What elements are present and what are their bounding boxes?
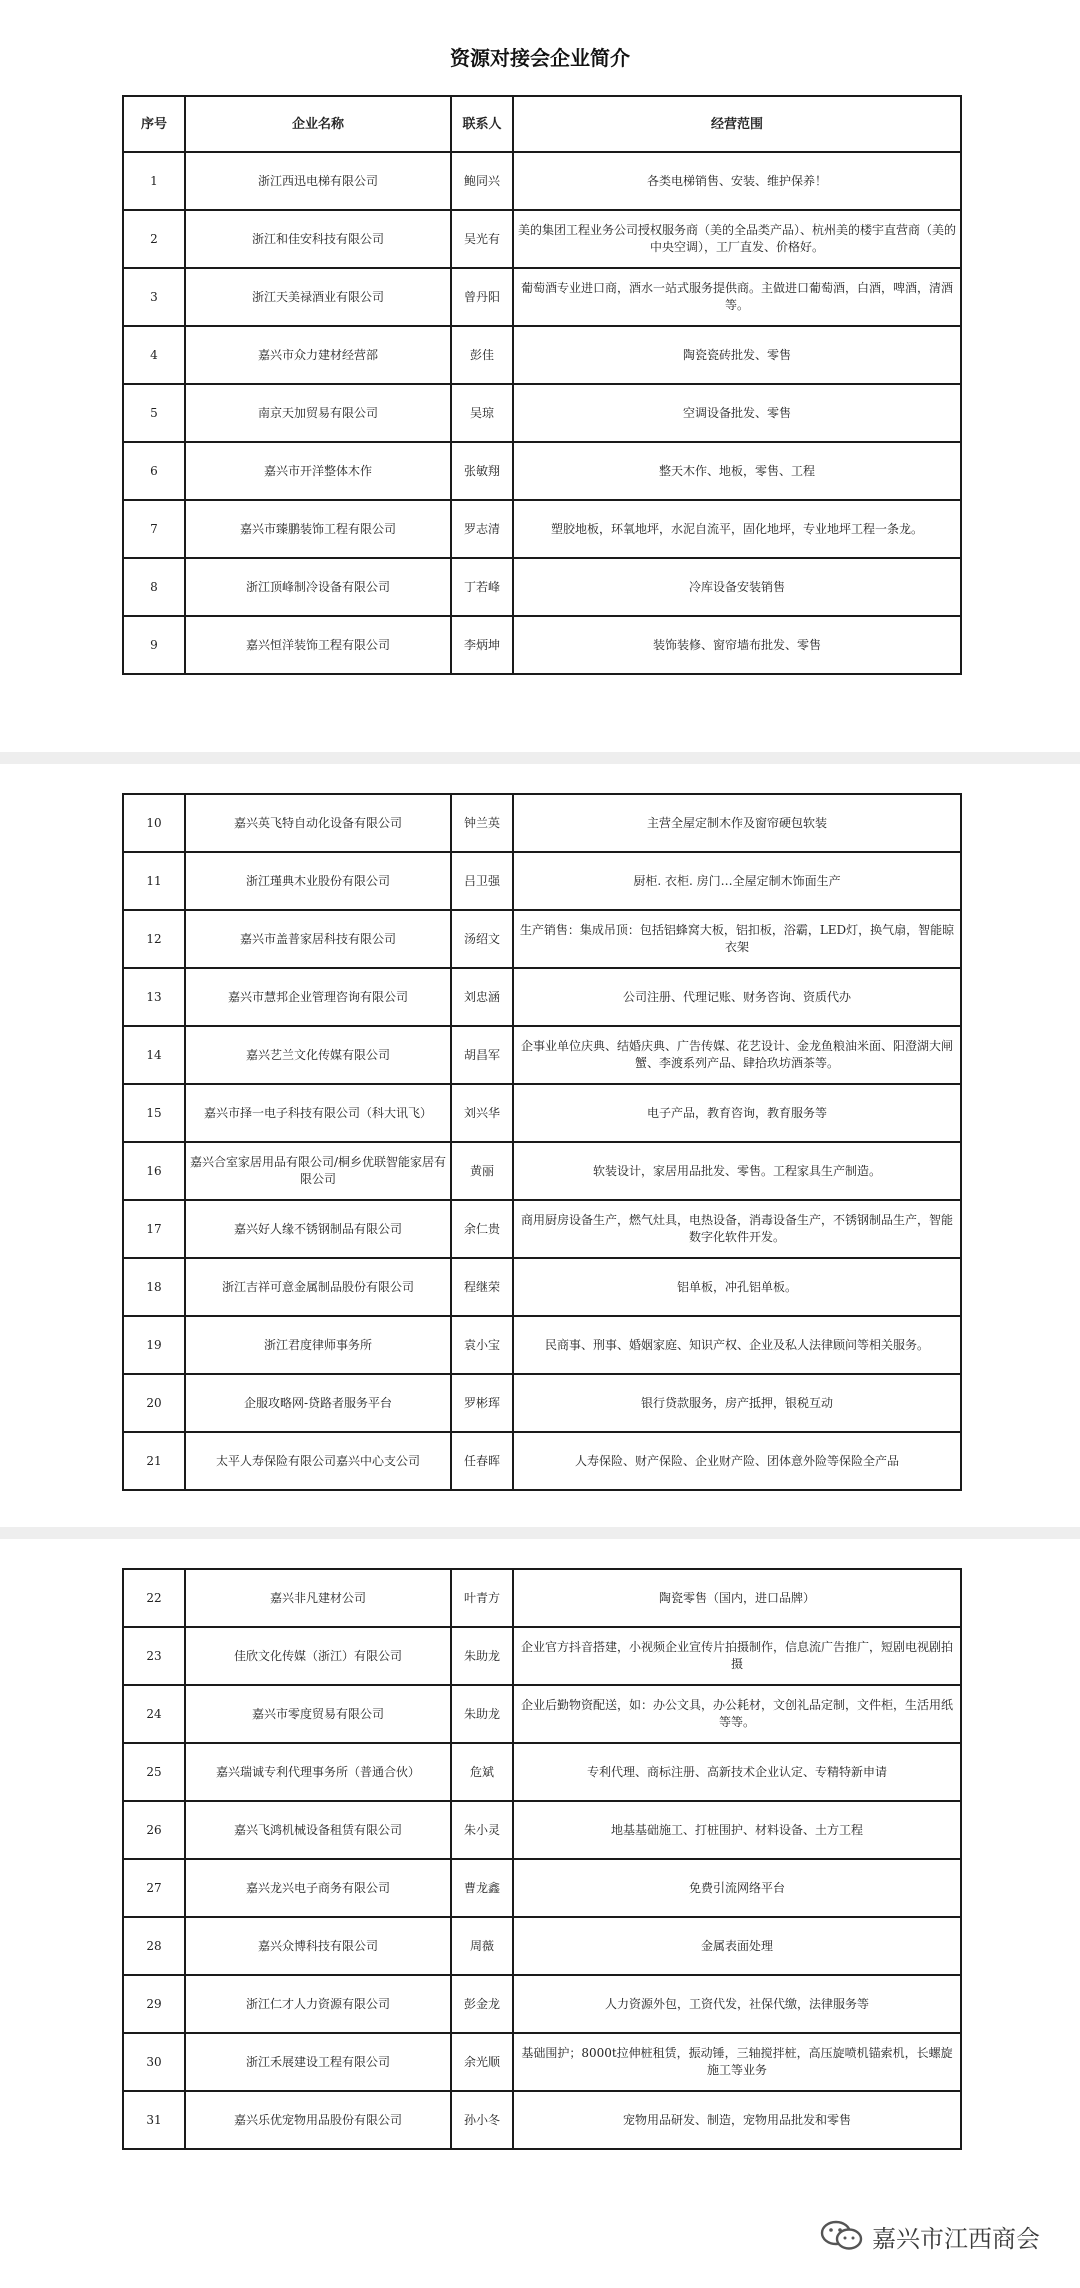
table-row bbox=[123, 210, 961, 268]
cell-company-name: 浙江天美禄酒业有限公司 bbox=[185, 268, 451, 326]
cell-company-name: 嘉兴龙兴电子商务有限公司 bbox=[185, 1859, 451, 1917]
cell-contact: 曾丹阳 bbox=[451, 268, 513, 326]
cell-company-name: 嘉兴市零度贸易有限公司 bbox=[185, 1685, 451, 1743]
cell-scope: 民商事、刑事、婚姻家庭、知识产权、企业及私人法律顾问等相关服务。 bbox=[513, 1316, 961, 1374]
cell-contact: 彭佳 bbox=[451, 326, 513, 384]
cell-company-name: 嘉兴市众力建材经营部 bbox=[185, 326, 451, 384]
cell-company-name: 嘉兴艺兰文化传媒有限公司 bbox=[185, 1026, 451, 1084]
cell-company-name: 嘉兴市盖普家居科技有限公司 bbox=[185, 910, 451, 968]
cell-contact: 刘忠涵 bbox=[451, 968, 513, 1026]
cell-scope: 整天木作、地板，零售、工程 bbox=[513, 442, 961, 500]
cell-no: 9 bbox=[123, 616, 185, 674]
cell-no: 21 bbox=[123, 1432, 185, 1490]
cell-no: 16 bbox=[123, 1142, 185, 1200]
table-row bbox=[123, 268, 961, 326]
cell-company-name: 浙江瑾典木业股份有限公司 bbox=[185, 852, 451, 910]
cell-contact: 张敏翔 bbox=[451, 442, 513, 500]
cell-scope: 铝单板，冲孔铝单板。 bbox=[513, 1258, 961, 1316]
cell-no: 11 bbox=[123, 852, 185, 910]
cell-no: 22 bbox=[123, 1569, 185, 1627]
cell-company-name: 嘉兴非凡建材公司 bbox=[185, 1569, 451, 1627]
table-row bbox=[123, 384, 961, 442]
table-row bbox=[123, 1917, 961, 1975]
cell-contact: 吕卫强 bbox=[451, 852, 513, 910]
cell-company-name: 太平人寿保险有限公司嘉兴中心支公司 bbox=[185, 1432, 451, 1490]
cell-scope: 宠物用品研发、制造，宠物用品批发和零售 bbox=[513, 2091, 961, 2149]
cell-scope: 陶瓷瓷砖批发、零售 bbox=[513, 326, 961, 384]
cell-contact: 李炳坤 bbox=[451, 616, 513, 674]
cell-contact: 吴光有 bbox=[451, 210, 513, 268]
cell-scope: 企事业单位庆典、结婚庆典、广告传媒、花艺设计、金龙鱼粮油米面、阳澄湖大闸蟹、李渡系列产品、肆拾玖坊酒茶等。 bbox=[513, 1026, 961, 1084]
cell-scope: 陶瓷零售（国内，进口品牌） bbox=[513, 1569, 961, 1627]
table-row bbox=[123, 1569, 961, 1627]
cell-company-name: 浙江和佳安科技有限公司 bbox=[185, 210, 451, 268]
cell-contact: 胡昌军 bbox=[451, 1026, 513, 1084]
header-scope: 经营范围 bbox=[513, 96, 961, 152]
watermark bbox=[820, 2216, 1040, 2256]
cell-contact: 朱助龙 bbox=[451, 1685, 513, 1743]
cell-no: 12 bbox=[123, 910, 185, 968]
cell-scope: 生产销售：集成吊顶：包括铝蜂窝大板，铝扣板，浴霸，LED灯，换气扇，智能晾衣架 bbox=[513, 910, 961, 968]
cell-scope: 塑胶地板，环氧地坪，水泥自流平，固化地坪，专业地坪工程一条龙。 bbox=[513, 500, 961, 558]
cell-scope: 主营全屋定制木作及窗帘硬包软装 bbox=[513, 794, 961, 852]
table-row bbox=[123, 1026, 961, 1084]
header-no: 序号 bbox=[123, 96, 185, 152]
cell-contact: 程继荣 bbox=[451, 1258, 513, 1316]
cell-no: 1 bbox=[123, 152, 185, 210]
header-name: 企业名称 bbox=[185, 96, 451, 152]
cell-contact: 彭金龙 bbox=[451, 1975, 513, 2033]
table-row bbox=[123, 500, 961, 558]
cell-no: 17 bbox=[123, 1200, 185, 1258]
company-table-section-3 bbox=[122, 1568, 962, 2150]
cell-contact: 鲍同兴 bbox=[451, 152, 513, 210]
table-row bbox=[123, 1432, 961, 1490]
cell-no: 7 bbox=[123, 500, 185, 558]
wechat-icon bbox=[820, 2219, 864, 2253]
cell-company-name: 企服攻略网-贷路者服务平台 bbox=[185, 1374, 451, 1432]
cell-scope: 电子产品，教育咨询，教育服务等 bbox=[513, 1084, 961, 1142]
cell-scope: 公司注册、代理记账、财务咨询、资质代办 bbox=[513, 968, 961, 1026]
cell-no: 20 bbox=[123, 1374, 185, 1432]
company-table-section-2 bbox=[122, 793, 962, 1491]
table-row bbox=[123, 1258, 961, 1316]
table-row bbox=[123, 558, 961, 616]
table-row bbox=[123, 1374, 961, 1432]
cell-company-name: 浙江仁才人力资源有限公司 bbox=[185, 1975, 451, 2033]
cell-scope: 美的集团工程业务公司授权服务商（美的全品类产品）、杭州美的楼宇直营商（美的中央空调），工厂直发、价格好。 bbox=[513, 210, 961, 268]
table-row bbox=[123, 968, 961, 1026]
cell-contact: 吴琼 bbox=[451, 384, 513, 442]
cell-scope: 企业后勤物资配送，如：办公文具，办公耗材，文创礼品定制，文件柜，生活用纸等等。 bbox=[513, 1685, 961, 1743]
cell-contact: 孙小冬 bbox=[451, 2091, 513, 2149]
cell-no: 26 bbox=[123, 1801, 185, 1859]
section-divider bbox=[0, 752, 1080, 764]
table-row bbox=[123, 152, 961, 210]
cell-scope: 空调设备批发、零售 bbox=[513, 384, 961, 442]
table-row bbox=[123, 852, 961, 910]
cell-contact: 汤绍文 bbox=[451, 910, 513, 968]
table-row bbox=[123, 2033, 961, 2091]
cell-scope: 银行贷款服务，房产抵押，银税互动 bbox=[513, 1374, 961, 1432]
cell-company-name: 浙江君度律师事务所 bbox=[185, 1316, 451, 1374]
cell-company-name: 嘉兴市开洋整体木作 bbox=[185, 442, 451, 500]
cell-no: 8 bbox=[123, 558, 185, 616]
cell-company-name: 浙江禾展建设工程有限公司 bbox=[185, 2033, 451, 2091]
cell-contact: 袁小宝 bbox=[451, 1316, 513, 1374]
cell-scope: 人力资源外包，工资代发，社保代缴，法律服务等 bbox=[513, 1975, 961, 2033]
cell-no: 28 bbox=[123, 1917, 185, 1975]
cell-scope: 企业官方抖音搭建，小视频企业宣传片拍摄制作，信息流广告推广，短剧电视剧拍摄 bbox=[513, 1627, 961, 1685]
cell-scope: 专利代理、商标注册、高新技术企业认定、专精特新申请 bbox=[513, 1743, 961, 1801]
cell-contact: 罗志清 bbox=[451, 500, 513, 558]
cell-scope: 装饰装修、窗帘墙布批发、零售 bbox=[513, 616, 961, 674]
cell-no: 19 bbox=[123, 1316, 185, 1374]
cell-no: 15 bbox=[123, 1084, 185, 1142]
cell-no: 24 bbox=[123, 1685, 185, 1743]
cell-company-name: 嘉兴众博科技有限公司 bbox=[185, 1917, 451, 1975]
cell-company-name: 佳欣文化传媒（浙江）有限公司 bbox=[185, 1627, 451, 1685]
cell-company-name: 嘉兴英飞特自动化设备有限公司 bbox=[185, 794, 451, 852]
table-row bbox=[123, 1685, 961, 1743]
cell-no: 2 bbox=[123, 210, 185, 268]
cell-contact: 任春晖 bbox=[451, 1432, 513, 1490]
cell-company-name: 浙江顶峰制冷设备有限公司 bbox=[185, 558, 451, 616]
cell-scope: 免费引流网络平台 bbox=[513, 1859, 961, 1917]
cell-contact: 曹龙鑫 bbox=[451, 1859, 513, 1917]
cell-company-name: 浙江西迅电梯有限公司 bbox=[185, 152, 451, 210]
cell-scope: 商用厨房设备生产，燃气灶具，电热设备，消毒设备生产，不锈钢制品生产，智能数字化软件开发。 bbox=[513, 1200, 961, 1258]
cell-no: 14 bbox=[123, 1026, 185, 1084]
table-row bbox=[123, 1743, 961, 1801]
table-row bbox=[123, 2091, 961, 2149]
cell-no: 3 bbox=[123, 268, 185, 326]
cell-scope: 软装设计，家居用品批发、零售。工程家具生产制造。 bbox=[513, 1142, 961, 1200]
cell-company-name: 南京天加贸易有限公司 bbox=[185, 384, 451, 442]
cell-no: 29 bbox=[123, 1975, 185, 2033]
cell-scope: 厨柜. 衣柜. 房门…全屋定制木饰面生产 bbox=[513, 852, 961, 910]
watermark-text: 嘉兴市江西商会 bbox=[872, 2224, 1040, 2253]
cell-scope: 基础围护；8000t拉伸桩租赁，振动锤，三轴搅拌桩，高压旋喷机锚索机，长螺旋施工等业务 bbox=[513, 2033, 961, 2091]
cell-company-name: 嘉兴飞鸿机械设备租赁有限公司 bbox=[185, 1801, 451, 1859]
cell-contact: 余光顺 bbox=[451, 2033, 513, 2091]
cell-scope: 葡萄酒专业进口商，酒水一站式服务提供商。主做进口葡萄酒，白酒，啤酒，清酒等。 bbox=[513, 268, 961, 326]
table-row bbox=[123, 910, 961, 968]
table-row bbox=[123, 1142, 961, 1200]
cell-contact: 叶青方 bbox=[451, 1569, 513, 1627]
cell-company-name: 嘉兴恒洋装饰工程有限公司 bbox=[185, 616, 451, 674]
cell-no: 18 bbox=[123, 1258, 185, 1316]
cell-contact: 危斌 bbox=[451, 1743, 513, 1801]
cell-company-name: 嘉兴市臻鹏装饰工程有限公司 bbox=[185, 500, 451, 558]
cell-no: 5 bbox=[123, 384, 185, 442]
cell-scope: 地基基础施工、打桩围护、材料设备、土方工程 bbox=[513, 1801, 961, 1859]
table-row bbox=[123, 1084, 961, 1142]
header-contact: 联系人 bbox=[451, 96, 513, 152]
cell-no: 23 bbox=[123, 1627, 185, 1685]
cell-no: 10 bbox=[123, 794, 185, 852]
table-row bbox=[123, 326, 961, 384]
cell-no: 4 bbox=[123, 326, 185, 384]
table-row bbox=[123, 1200, 961, 1258]
cell-scope: 冷库设备安装销售 bbox=[513, 558, 961, 616]
cell-contact: 余仁贵 bbox=[451, 1200, 513, 1258]
cell-company-name: 嘉兴好人缘不锈钢制品有限公司 bbox=[185, 1200, 451, 1258]
cell-contact: 钟兰英 bbox=[451, 794, 513, 852]
cell-no: 27 bbox=[123, 1859, 185, 1917]
cell-no: 31 bbox=[123, 2091, 185, 2149]
cell-company-name: 嘉兴市慧邦企业管理咨询有限公司 bbox=[185, 968, 451, 1026]
table-row bbox=[123, 1975, 961, 2033]
cell-scope: 金属表面处理 bbox=[513, 1917, 961, 1975]
cell-company-name: 嘉兴乐优宠物用品股份有限公司 bbox=[185, 2091, 451, 2149]
cell-company-name: 嘉兴合室家居用品有限公司/桐乡优联智能家居有限公司 bbox=[185, 1142, 451, 1200]
table-row bbox=[123, 1859, 961, 1917]
table-row bbox=[123, 794, 961, 852]
table-row bbox=[123, 1627, 961, 1685]
section-divider bbox=[0, 1527, 1080, 1539]
cell-contact: 丁若峰 bbox=[451, 558, 513, 616]
cell-contact: 朱小灵 bbox=[451, 1801, 513, 1859]
page-title: 资源对接会企业简介 bbox=[450, 46, 630, 70]
cell-contact: 周薇 bbox=[451, 1917, 513, 1975]
table-row bbox=[123, 442, 961, 500]
cell-no: 13 bbox=[123, 968, 185, 1026]
table-row bbox=[123, 1801, 961, 1859]
cell-no: 6 bbox=[123, 442, 185, 500]
cell-company-name: 嘉兴市择一电子科技有限公司（科大讯飞） bbox=[185, 1084, 451, 1142]
cell-contact: 刘兴华 bbox=[451, 1084, 513, 1142]
table-row bbox=[123, 616, 961, 674]
cell-scope: 各类电梯销售、安装、维护保养！ bbox=[513, 152, 961, 210]
cell-contact: 罗彬珲 bbox=[451, 1374, 513, 1432]
company-table-section-1 bbox=[122, 95, 962, 675]
cell-scope: 人寿保险、财产保险、企业财产险、团体意外险等保险全产品 bbox=[513, 1432, 961, 1490]
cell-company-name: 嘉兴瑞诚专利代理事务所（普通合伙） bbox=[185, 1743, 451, 1801]
cell-contact: 朱助龙 bbox=[451, 1627, 513, 1685]
cell-no: 25 bbox=[123, 1743, 185, 1801]
cell-company-name: 浙江吉祥可意金属制品股份有限公司 bbox=[185, 1258, 451, 1316]
table-row bbox=[123, 1316, 961, 1374]
cell-contact: 黄丽 bbox=[451, 1142, 513, 1200]
cell-no: 30 bbox=[123, 2033, 185, 2091]
